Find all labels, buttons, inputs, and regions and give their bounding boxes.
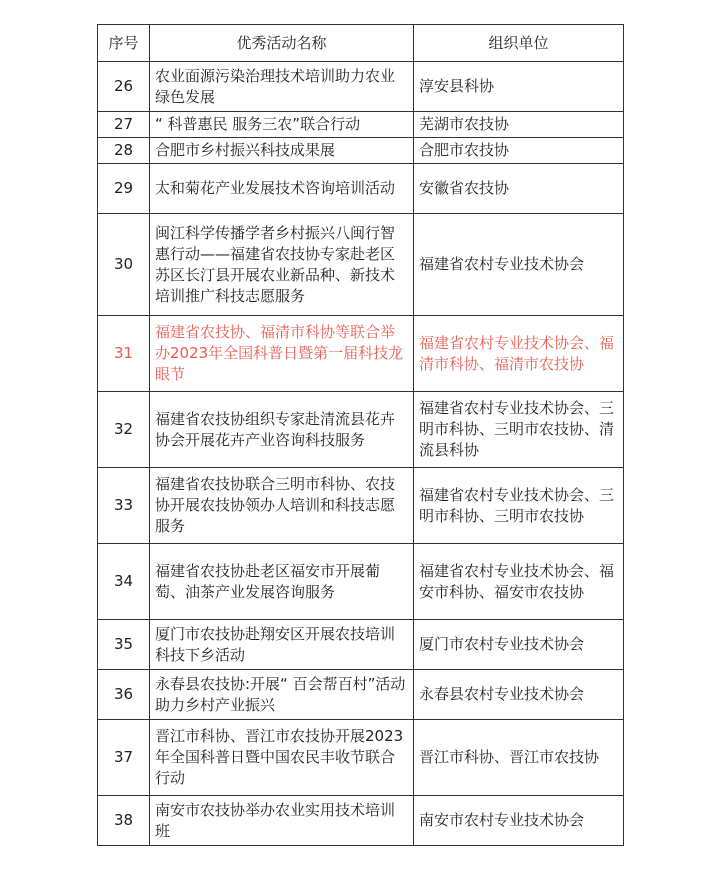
table-header-row — [98, 25, 624, 62]
cell-activity: 福建省农技协组织专家赴清流县花卉协会开展花卉产业咨询科技服务 — [150, 392, 414, 468]
cell-org: 福建省农村专业技术协会、福安市科协、福安市农技协 — [414, 544, 624, 620]
cell-no: 27 — [98, 112, 150, 138]
cell-activity: 福建省农技协赴老区福安市开展葡萄、油茶产业发展咨询服务 — [150, 544, 414, 620]
cell-no: 26 — [98, 62, 150, 112]
cell-org: 福建省农村专业技术协会、福清市科协、福清市农技协 — [414, 316, 624, 392]
table-row — [98, 112, 624, 138]
cell-org: 福建省农村专业技术协会、三明市科协、三明市农技协、清流县科协 — [414, 392, 624, 468]
table-row — [98, 138, 624, 164]
cell-no: 35 — [98, 620, 150, 670]
cell-activity: 永春县农技协:开展“ 百会帮百村”活动 助力乡村产业振兴 — [150, 670, 414, 720]
cell-no: 36 — [98, 670, 150, 720]
activity-table — [97, 24, 624, 846]
cell-org: 永春县农村专业技术协会 — [414, 670, 624, 720]
cell-activity: 晋江市科协、晋江市农技协开展2023年全国科普日暨中国农民丰收节联合行动 — [150, 720, 414, 796]
table-row — [98, 670, 624, 720]
table-row — [98, 392, 624, 468]
table-row — [98, 316, 624, 392]
cell-org: 安徽省农技协 — [414, 164, 624, 214]
cell-activity: 南安市农技协举办农业实用技术培训班 — [150, 796, 414, 846]
cell-activity: 农业面源污染治理技术培训助力农业绿色发展 — [150, 62, 414, 112]
cell-no: 29 — [98, 164, 150, 214]
cell-no: 33 — [98, 468, 150, 544]
cell-activity: “ 科普惠民 服务三农”联合行动 — [150, 112, 414, 138]
cell-org: 淳安县科协 — [414, 62, 624, 112]
cell-no: 34 — [98, 544, 150, 620]
cell-org: 福建省农村专业技术协会、三明市科协、三明市农技协 — [414, 468, 624, 544]
header-org: 组织单位 — [414, 25, 624, 62]
cell-activity: 福建省农技协、福清市科协等联合举办2023年全国科普日暨第一届科技龙眼节 — [150, 316, 414, 392]
cell-org: 芜湖市农技协 — [414, 112, 624, 138]
table-row — [98, 164, 624, 214]
cell-no: 38 — [98, 796, 150, 846]
table-row — [98, 620, 624, 670]
cell-org: 晋江市科协、晋江市农技协 — [414, 720, 624, 796]
table-row — [98, 544, 624, 620]
cell-no: 32 — [98, 392, 150, 468]
header-no: 序号 — [98, 25, 150, 62]
cell-no: 30 — [98, 214, 150, 316]
cell-org: 合肥市农技协 — [414, 138, 624, 164]
cell-org: 厦门市农村专业技术协会 — [414, 620, 624, 670]
table-row — [98, 214, 624, 316]
cell-activity: 厦门市农技协赴翔安区开展农技培训科技下乡活动 — [150, 620, 414, 670]
cell-no: 37 — [98, 720, 150, 796]
table-row — [98, 796, 624, 846]
cell-activity: 福建省农技协联合三明市科协、农技协开展农技协领办人培训和科技志愿服务 — [150, 468, 414, 544]
cell-no: 28 — [98, 138, 150, 164]
cell-activity: 太和菊花产业发展技术咨询培训活动 — [150, 164, 414, 214]
table-row — [98, 62, 624, 112]
cell-org: 福建省农村专业技术协会 — [414, 214, 624, 316]
table-row — [98, 468, 624, 544]
cell-activity: 合肥市乡村振兴科技成果展 — [150, 138, 414, 164]
cell-org: 南安市农村专业技术协会 — [414, 796, 624, 846]
cell-activity: 闽江科学传播学者乡村振兴八闽行智惠行动——福建省农技协专家赴老区苏区长汀县开展农业新品种、新技术培训推广科技志愿服务 — [150, 214, 414, 316]
header-activity: 优秀活动名称 — [150, 25, 414, 62]
cell-no: 31 — [98, 316, 150, 392]
table-row — [98, 720, 624, 796]
